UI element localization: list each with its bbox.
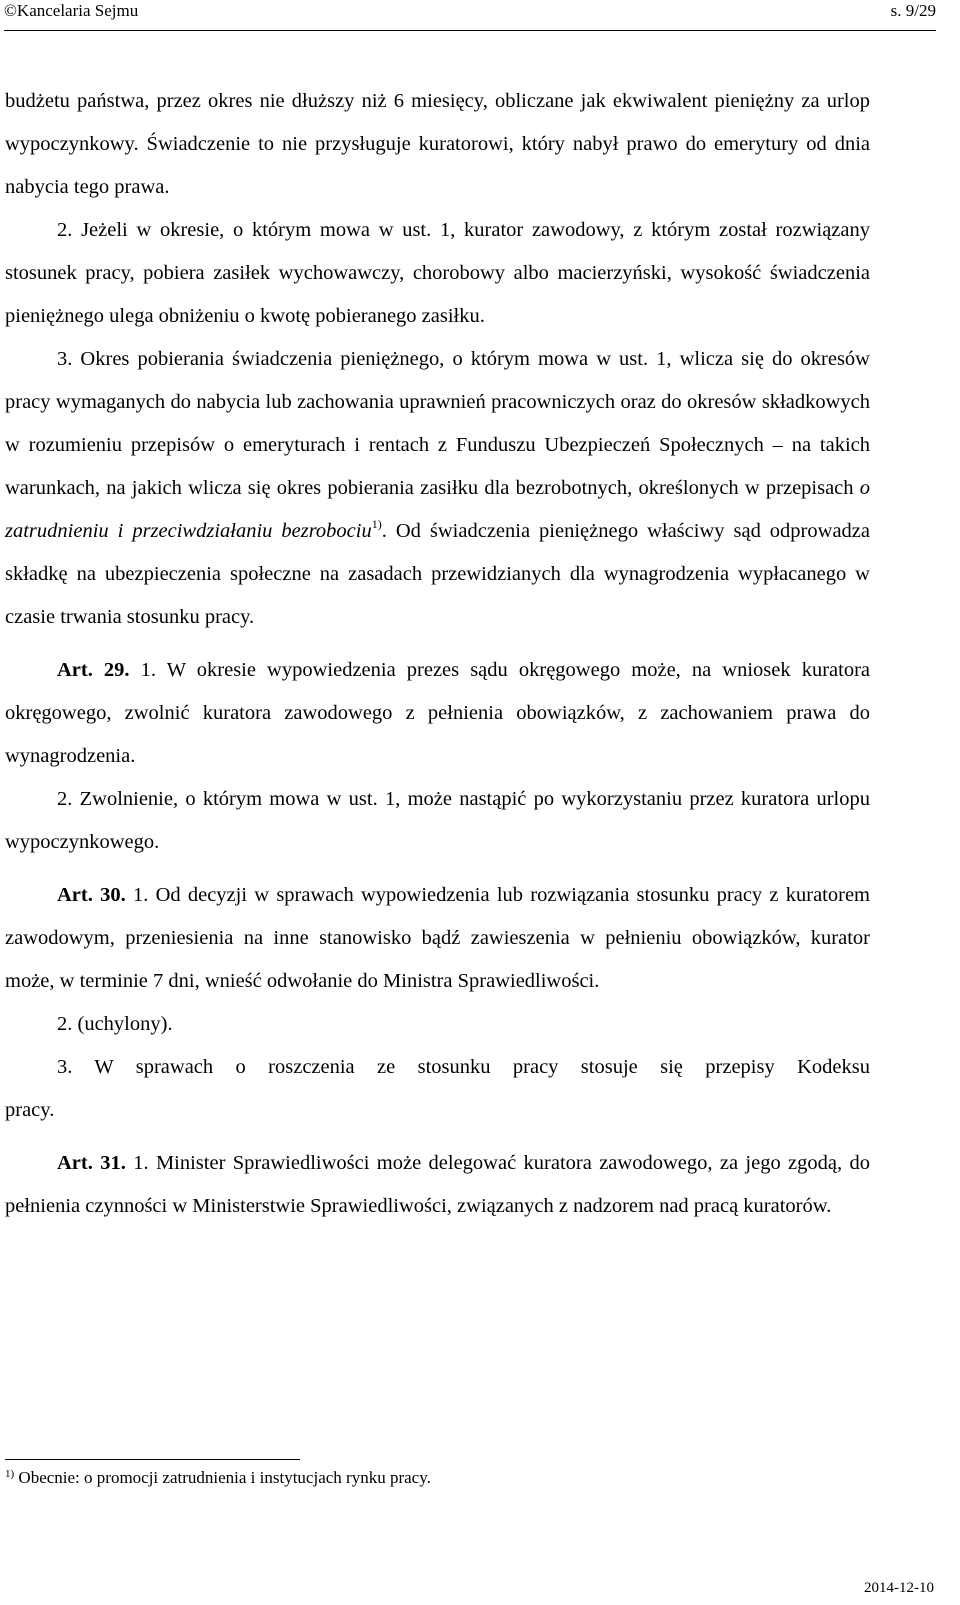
act-title-italic: o zatrudnieniu i przeciwdziałaniu bezrobociu [5,477,870,542]
article-30-ust-3: 3. W sprawach o roszczenia ze stosunku pracy stosuje się przepisy Kodeksu [57,1056,870,1078]
article-30-ust-3-end: pracy. [5,1099,55,1121]
article-31-ust-1-text: 1. Minister Sprawiedliwości może delegować kuratora zawodowego, za jego zgodą, do pełnienia czynności w Ministerstwie Sprawiedliwości, związanych z nadzorem nad pracą kuratorów. [5,1152,870,1217]
article-30-label: Art. 30. [57,884,126,906]
paragraph-ust-3 [5,338,870,639]
article-30-ust-2: 2. (uchylony). [57,1013,173,1035]
article-29-ust-1-text: 1. W okresie wypowiedzenia prezes sądu okręgowego może, na wniosek kuratora okręgowego, zwolnić kuratora zawodowego z pełnienia obowiązków, z zachowaniem prawa do wynagrodzenia. [5,659,870,767]
article-30-ust-1-text: 1. Od decyzji w sprawach wypowiedzenia lub rozwiązania stosunku pracy z kuratorem zawodowym, przeniesienia na inne stanowisko bądź zawieszenia w pełnieniu obowiązków, kurator może, w terminie 7 dni, wnieść odwołanie do Ministra Sprawiedliwości. [5,884,870,992]
footnote-marker: 1) [5,1468,15,1480]
paragraph-ust-2: 2. Jeżeli w okresie, o którym mowa w ust. 1, kurator zawodowy, z którym został rozwiązany stosunek pracy, pobiera zasiłek wychowawczy, chorobowy albo macierzyński, wysokość świadczenia pieniężnego ulega obniżeniu o kwotę pobieranego zasiłku. [5,219,870,327]
article-31-ust-1 [5,1142,870,1228]
footnote-reference: 1) [371,517,382,531]
page-header [4,0,936,31]
footnote-text: Obecnie: o promocji zatrudnienia i instytucjach rynku pracy. [14,1468,431,1487]
paragraph-continuation: budżetu państwa, przez okres nie dłuższy niż 6 miesięcy, obliczane jak ekwiwalent pieniężny za urlop wypoczynkowy. Świadczenie to nie przysługuje kuratorowi, który nabył prawo do emerytury od dnia nabycia tego prawa. [5,90,870,198]
header-copyright: ©Kancelaria Sejmu [4,1,139,20]
article-30-ust-1 [5,874,870,1003]
ust-3-text-continued: . Od świadczenia pieniężnego właściwy sąd odprowadza składkę na ubezpieczenia społeczne na zasadach przewidzianych dla wynagrodzenia wypłacanego w czasie trwania stosunku pracy. [5,520,870,628]
footnote [5,1468,431,1488]
article-31-label: Art. 31. [57,1152,126,1174]
article-29-label: Art. 29. [57,659,130,681]
header-page-number: s. 9/29 [890,1,936,20]
article-29-ust-2: 2. Zwolnienie, o którym mowa w ust. 1, może nastąpić po wykorzystaniu przez kuratora urlopu wypoczynkowego. [5,788,870,853]
footnote-separator [5,1459,300,1460]
footer-date: 2014-12-10 [864,1580,934,1596]
ust-3-text: 3. Okres pobierania świadczenia pieniężnego, o którym mowa w ust. 1, wlicza się do okresów pracy wymaganych do nabycia lub zachowania uprawnień pracowniczych oraz do okresów składkowych w rozumieniu przepisów o emeryturach i rentach z Funduszu Ubezpieczeń Społecznych – na takich warunkach, na jakich wlicza się okres pobierania zasiłku dla bezrobotnych, określonych w przepisach [5,348,870,499]
article-29-ust-1 [5,649,870,778]
document-body [5,80,870,1228]
